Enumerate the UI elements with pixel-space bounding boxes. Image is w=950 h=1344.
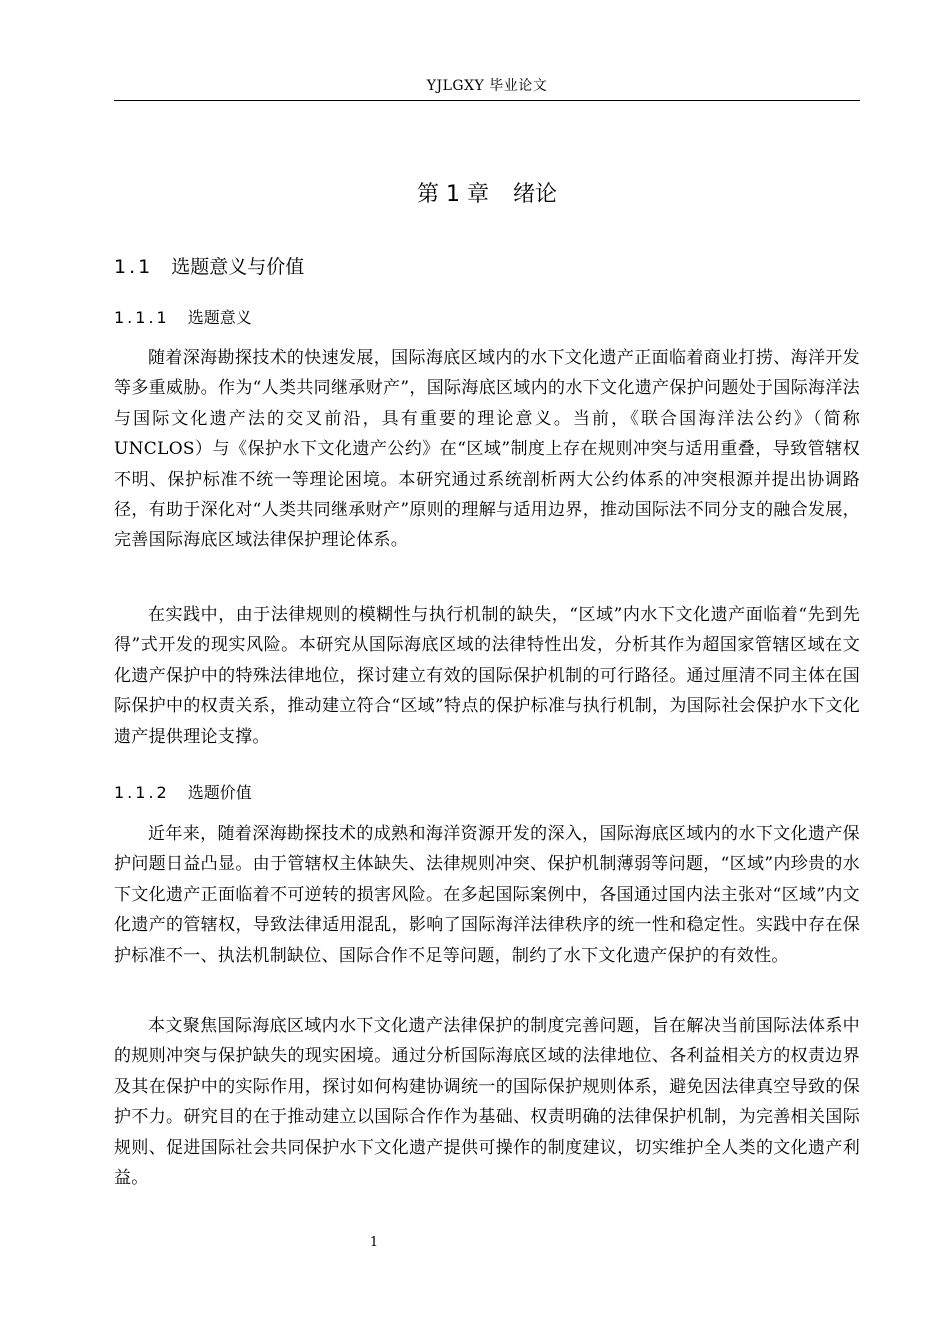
- section-title: 选题意义与价值: [171, 256, 305, 278]
- chapter-number: 第 1 章: [417, 182, 489, 207]
- subsection-title: 选题意义: [187, 308, 252, 327]
- subsection-heading-1-1-2: [114, 782, 252, 804]
- body-paragraph: 近年来，随着深海勘探技术的成熟和海洋资源开发的深入，国际海底区域内的水下文化遗产保护问题日益凸显。由于管辖权主体缺失、法律规则冲突、保护机制薄弱等问题，“区域”内珍贵的水下文化遗产正面临着不可逆转的损害风险。在多起国际案例中，各国通过国内法主张对“区域”内文化遗产的管辖权，导致法律适用混乱，影响了国际海洋法律秩序的统一性和稳定性。实践中存在保护标准不一、执法机制缺位、国际合作不足等问题，制约了水下文化遗产保护的有效性。: [114, 824, 860, 966]
- subsection-number: 1.1.2: [114, 783, 170, 802]
- section-number: 1.1: [114, 256, 154, 278]
- chapter-title: 绪论: [512, 182, 557, 207]
- chapter-heading: [114, 180, 860, 210]
- body-paragraph: 随着深海勘探技术的快速发展，国际海底区域内的水下文化遗产正面临着商业打捞、海洋开发等多重威胁。作为“人类共同继承财产”，国际海底区域内的水下文化遗产保护问题处于国际海洋法与国际文化遗产法的交叉前沿，具有重要的理论意义。当前，《联合国海洋法公约》（简称 UNCLOS）与《保护水下文化遗产公约》在“区域”制度上存在规则冲突与适用重叠，导致管辖权不明、保护标准不统一等理论困境。本研究通过系统剖析两大公约体系的冲突根源并提出协调路径，有助于深化对“人类共同继承财产”原则的理解与适用边界，推动国际法不同分支的融合发展，完善国际海底区域法律保护理论体系。: [114, 348, 860, 551]
- subsection-heading-1-1-1: [114, 307, 252, 329]
- subsection-title: 选题价值: [187, 783, 252, 802]
- body-paragraph: 在实践中，由于法律规则的模糊性与执行机制的缺失，“区域”内水下文化遗产面临着“先到先得”式开发的现实风险。本研究从国际海底区域的法律特性出发，分析其作为超国家管辖区域在文化遗产保护中的特殊法律地位，探讨建立有效的国际保护机制的可行路径。通过厘清不同主体在国际保护中的权责关系，推动建立符合“区域”特点的保护标准与执行机制，为国际社会保护水下文化遗产提供理论支撑。: [114, 605, 860, 747]
- section-heading-1-1: [114, 254, 304, 280]
- page-header: YJLGXY 毕业论文: [426, 78, 548, 94]
- header-divider: [114, 100, 860, 101]
- subsection-number: 1.1.1: [114, 308, 170, 327]
- body-paragraph: 本文聚焦国际海底区域内水下文化遗产法律保护的制度完善问题，旨在解决当前国际法体系中的规则冲突与保护缺失的现实困境。通过分析国际海底区域的法律地位、各利益相关方的权责边界及其在保护中的实际作用，探讨如何构建协调统一的国际保护规则体系，避免因法律真空导致的保护不力。研究目的在于推动建立以国际合作作为基础、权责明确的法律保护机制，为完善相关国际规则、促进国际社会共同保护水下文化遗产提供可操作的制度建议，切实维护全人类的文化遗产利益。: [114, 1016, 860, 1189]
- page-number: 1: [369, 1235, 379, 1250]
